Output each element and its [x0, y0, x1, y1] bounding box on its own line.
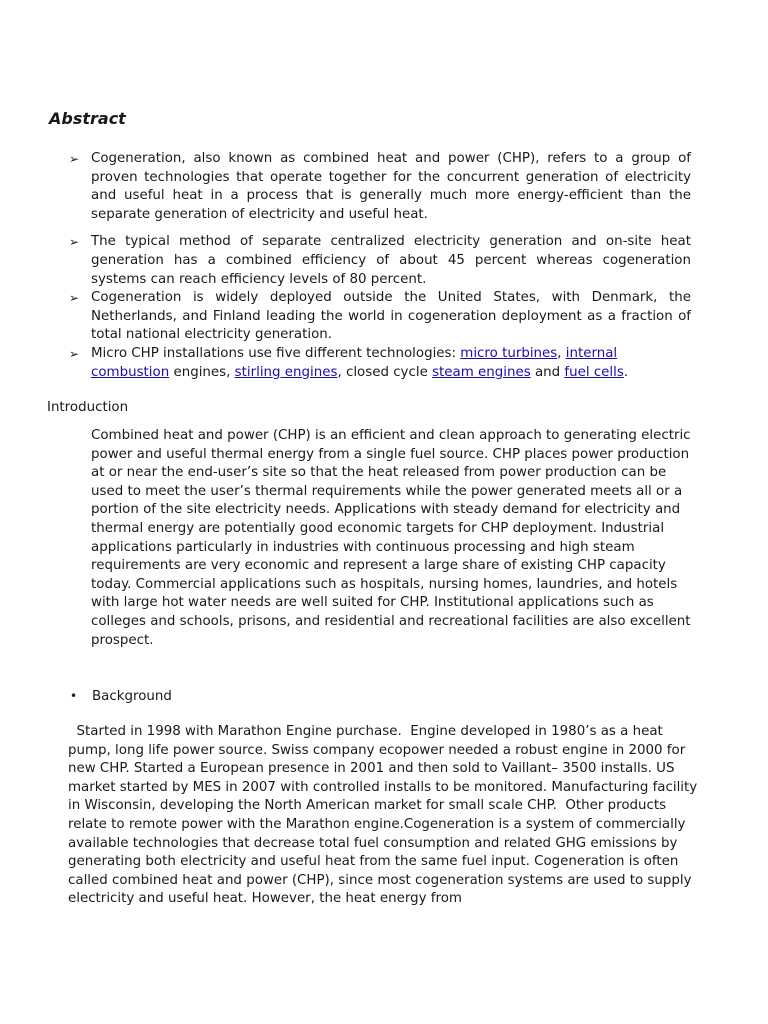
background-list-item: [70, 687, 172, 707]
abstract-item: [69, 150, 691, 224]
bullet-dot-icon: •: [70, 689, 78, 703]
arrow-bullet-icon: ➢: [69, 235, 80, 250]
micro-chp-prefix: Micro CHP installations use five different technologies:: [91, 345, 461, 361]
micro-chp-text: , closed cycle: [337, 364, 433, 380]
link-stirling-engines[interactable]: stirling engines: [234, 364, 338, 380]
abstract-item-text: Cogeneration, also known as combined heat and power (CHP), refers to a group of proven technologies that operate together for the concurrent generation of electricity and useful heat in a process that is generally much more energy-efficient than the separate generation of electricity and useful heat.: [91, 151, 691, 222]
micro-chp-separator: ,: [557, 345, 566, 361]
abstract-title: Abstract: [49, 109, 126, 128]
micro-chp-text: engines,: [169, 364, 235, 380]
link-fuel-cells[interactable]: fuel cells: [564, 364, 624, 380]
abstract-item: [69, 233, 691, 289]
introduction-body: Combined heat and power (CHP) is an efficient and clean approach to generating electric power and useful thermal energy from a single fuel source. CHP places power production at or near the end-user’s site so that the heat released from power production can be used to meet the user’s thermal requirements while the power generated meets all or a portion of the site electricity needs. Applications with steady demand for electricity and thermal energy are potentially good economic targets for CHP deployment. Industrial applications particularly in industries with continuous processing and high steam requirements are very economic and represent a large share of existing CHP capacity today. Commercial applications such as hospitals, nursing homes, laundries, and hotels with large hot water needs are well suited for CHP. Institutional applications such as colleges and schools, prisons, and residential and recreational facilities are also excellent prospect.: [91, 428, 691, 648]
introduction-heading: Introduction: [47, 400, 129, 415]
abstract-item: [69, 289, 691, 345]
micro-chp-end: .: [623, 364, 629, 380]
abstract-bullet-list: [69, 150, 691, 382]
background-body: Started in 1998 with Marathon Engine purchase. Engine developed in 1980’s as a heat pump, long life power source. Swiss company ecopower needed a robust engine in 2000 for new CHP. Started a European presence in 2001 and then sold to Vaillant– 3500 installs. US market started by MES in 2007 with controlled installs to be monitored. Manufacturing facility in Wisconsin, developing the North American market for small scale CHP. Other products relate to remote power with the Marathon engine.Cogeneration is a system of commercially available technologies that decrease total fuel consumption and related GHG emissions by generating both electricity and useful heat from the same fuel input. Cogeneration is often called combined heat and power (CHP), since most cogeneration systems are used to supply electricity and useful heat. However, the heat energy from: [68, 724, 702, 907]
link-steam-engines[interactable]: steam engines: [432, 364, 531, 380]
abstract-item-text: The typical method of separate centralized electricity generation and on-site heat generation has a combined efficiency of about 45 percent whereas cogeneration systems can reach efficiency levels of 80 percent.: [91, 234, 691, 287]
abstract-item-text: Cogeneration is widely deployed outside the United States, with Denmark, the Netherlands, and Finland leading the world in cogeneration deployment as a fraction of total national electricity generation.: [91, 290, 691, 343]
arrow-bullet-icon: ➢: [69, 152, 80, 166]
abstract-item-micro-chp: [69, 345, 691, 382]
micro-chp-and: and: [530, 364, 565, 380]
link-micro-turbines[interactable]: micro turbines: [460, 345, 558, 361]
arrow-bullet-icon: ➢: [69, 291, 80, 306]
background-heading: Background: [92, 689, 172, 704]
arrow-bullet-icon: ➢: [69, 346, 80, 361]
link-internal-combustion[interactable]: internal combustion: [91, 345, 618, 380]
